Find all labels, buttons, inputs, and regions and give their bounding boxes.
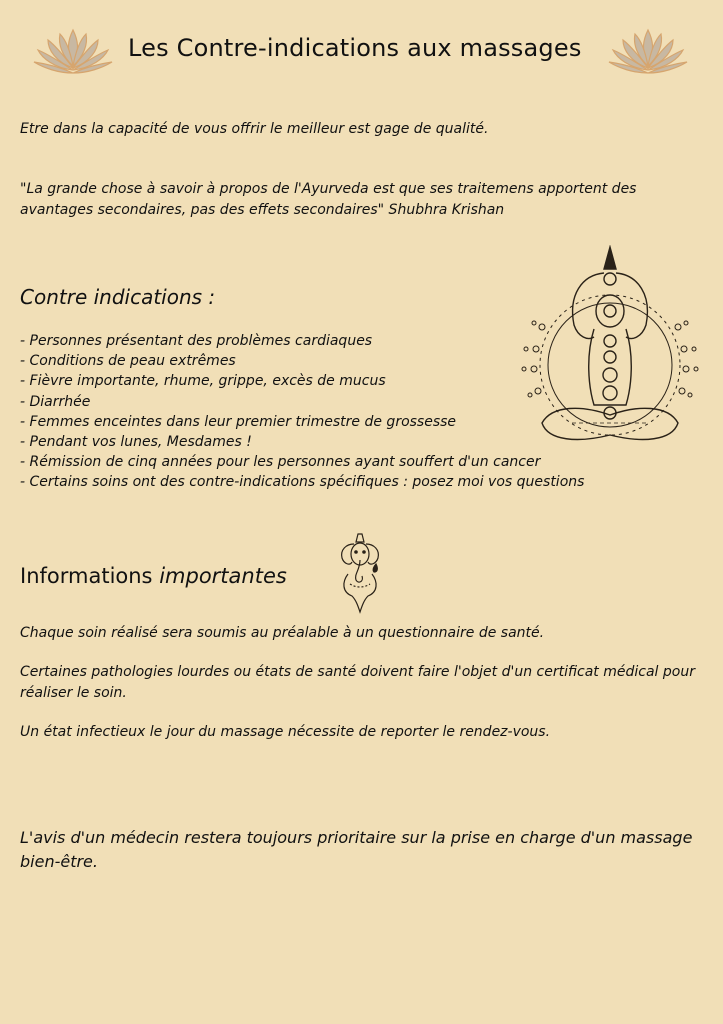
list-item: - Certains soins ont des contre-indications spécifiques : posez moi vos questions	[20, 472, 584, 492]
list-item: - Diarrhée	[20, 392, 584, 412]
page-title: Les Contre-indications aux massages	[128, 34, 582, 62]
lotus-icon	[607, 26, 689, 76]
contre-indications-list	[20, 331, 584, 493]
informations-heading-word1: Informations	[20, 564, 153, 588]
informations-heading	[20, 564, 287, 588]
contre-indications-heading: Contre indications :	[20, 285, 216, 309]
list-item: - Conditions de peau extrêmes	[20, 351, 584, 371]
list-item: - Femmes enceintes dans leur premier trimestre de grossesse	[20, 412, 584, 432]
info-paragraph: Chaque soin réalisé sera soumis au préalable à un questionnaire de santé.	[20, 625, 545, 641]
list-item: - Fièvre importante, rhume, grippe, excès de mucus	[20, 371, 584, 391]
quote-text: "La grande chose à savoir à propos de l'Ayurveda est que ses traitemens apportent des avantages secondaires, pas des effets secondaires" Shubhra Krishan	[20, 181, 637, 218]
intro-text: Etre dans la capacité de vous offrir le meilleur est gage de qualité.	[20, 121, 489, 137]
lotus-icon	[32, 26, 114, 76]
list-item: - Personnes présentant des problèmes cardiaques	[20, 331, 584, 351]
list-item: - Rémission de cinq années pour les personnes ayant souffert d'un cancer	[20, 452, 584, 472]
info-paragraph: Certaines pathologies lourdes ou états de santé doivent faire l'objet d'un certificat médical pour réaliser le soin.	[20, 664, 695, 701]
closing-text: L'avis d'un médecin restera toujours prioritaire sur la prise en charge d'un massage bien-être.	[20, 828, 693, 871]
info-paragraph: Un état infectieux le jour du massage nécessite de reporter le rendez-vous.	[20, 724, 551, 740]
list-item: - Pendant vos lunes, Mesdames !	[20, 432, 584, 452]
informations-heading-word2: importantes	[159, 564, 287, 588]
ganesha-icon	[332, 530, 388, 616]
